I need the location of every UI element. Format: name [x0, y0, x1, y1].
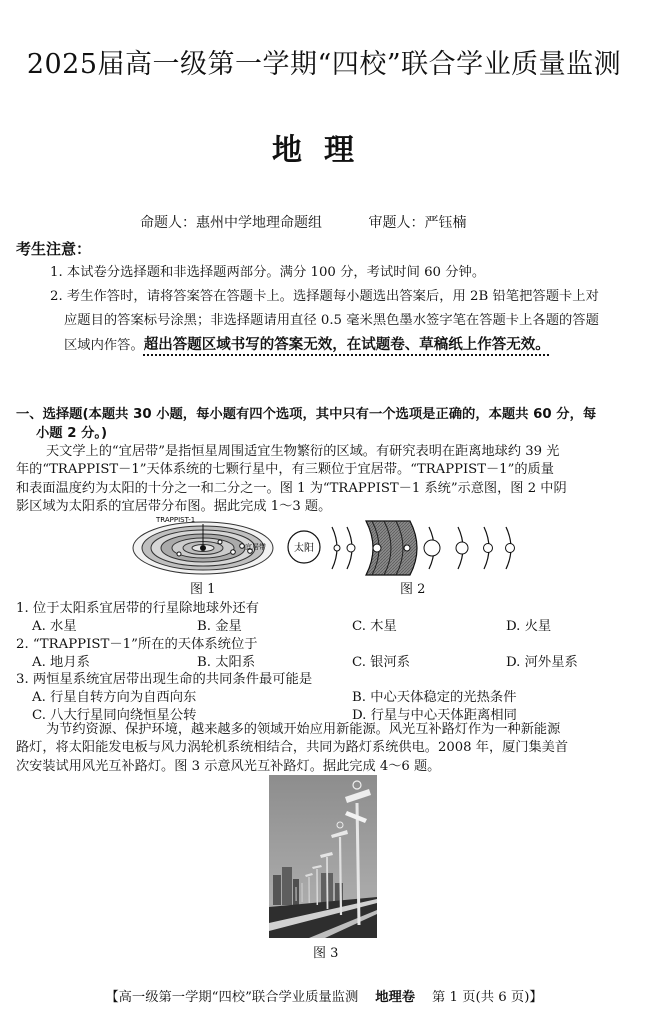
passage-1 [16, 443, 640, 516]
figure-2-caption: 图 2 [400, 582, 426, 597]
planet-icon [456, 542, 468, 554]
figure-2-sun-label: 太阳 [294, 543, 314, 554]
author: 命题人：惠州中学地理命题组 [140, 215, 322, 231]
question-3-option-d: D. 行星与中心天体距离相同 [352, 708, 517, 723]
question-1-option-d: D. 火星 [506, 619, 552, 634]
planet-icon [177, 552, 181, 556]
planet-icon [424, 540, 440, 556]
page-footer [0, 986, 648, 1005]
exam-title: 2025届高一级第一学期“四校”联合学业质量监测 [26, 49, 622, 80]
figure-2-diagram [284, 519, 524, 577]
notice-item-2-line-3 [64, 333, 550, 358]
planet-icon [484, 544, 493, 553]
question-1-option-a: A. 水星 [32, 619, 77, 634]
reviewer: 审题人：严钰楠 [368, 215, 467, 231]
passage-2 [16, 721, 640, 776]
planet-icon [347, 544, 355, 552]
notice-item-1: 1. 本试卷分选择题和非选择题两部分。满分 100 分，考试时间 60 分钟。 [50, 265, 486, 280]
question-1-stem: 1. 位于太阳系宜居带的行星除地球外还有 [16, 601, 259, 616]
passage-1-line-4: 影区域为太阳系的宜居带分布图。据此完成 1～3 题。 [16, 498, 332, 514]
planet-icon [506, 544, 515, 553]
authors-line [140, 212, 466, 232]
notice-item-2-text: 区域内作答。 [64, 338, 144, 353]
passage-2-line-1: 为节约资源、保护环境，越来越多的领域开始应用新能源。风光互补路灯作为一种新能源 [46, 722, 561, 737]
planet-icon [334, 545, 340, 551]
question-2-option-b: B. 太阳系 [197, 655, 256, 670]
notice-item-2-line-2: 应题目的答案标号涂黑；非选择题请用直径 0.5 毫米黑色墨水签字笔在答题卡上各题的答题 [64, 313, 599, 328]
question-3-option-b: B. 中心天体稳定的光热条件 [352, 690, 517, 705]
planet-icon [218, 540, 222, 544]
figure-1-star-label: TRAPPIST-1 [156, 516, 196, 524]
question-2-option-a: A. 地月系 [32, 655, 90, 670]
footer-left: 【高一级第一学期“四校”联合学业质量监测 [105, 990, 359, 1005]
planet-icon [373, 544, 381, 552]
notice-item-2-line-1: 2. 考生作答时，请将答案答在答题卡上。选择题每小题选出答案后，用 2B 铅笔把答题卡上对 [50, 289, 599, 304]
footer-subject: 地理卷 [375, 990, 416, 1005]
planet-icon [240, 544, 245, 549]
notice-heading: 考生注意： [16, 240, 92, 258]
question-1-option-c: C. 木星 [352, 619, 397, 634]
figure-1-zone-label: 宜居带 [245, 543, 266, 551]
passage-1-line-1: 天文学上的“宜居带”是指恒星周围适宜生物繁衍的区域。有研究表明在距离地球约 39 光 [46, 444, 560, 459]
section-heading-line-2: 小题 2 分。) [36, 426, 108, 441]
passage-2-line-2: 路灯，将太阳能发电板与风力涡轮机系统相结合，共同为路灯系统供电。2008 年，厦门集美首 [16, 740, 569, 756]
figure-3-caption: 图 3 [313, 946, 339, 961]
passage-2-line-3: 次安装试用风光互补路灯。图 3 示意风光互补路灯。据此完成 4～6 题。 [16, 758, 441, 774]
section-heading-line-1: 一、选择题(本题共 30 小题，每小题有四个选项，其中只有一个选项是正确的，本题共 60 分，每 [16, 407, 597, 422]
figure-3-photo [269, 775, 377, 938]
footer-page: 第 1 页(共 6 页)】 [432, 990, 543, 1005]
question-2-stem: 2. “TRAPPIST－1”所在的天体系统位于 [16, 637, 258, 652]
question-3-stem: 3. 两恒星系统宜居带出现生命的共同条件最可能是 [16, 672, 313, 687]
subject-title: 地理 [272, 133, 376, 168]
planet-icon [404, 545, 410, 551]
figure-1-diagram [130, 512, 280, 578]
question-3-option-c: C. 八大行星同向绕恒星公转 [32, 708, 197, 723]
section-heading [16, 405, 640, 443]
figure-1-caption: 图 1 [190, 582, 216, 597]
notice-emphasis: 超出答题区域书写的答案无效，在试题卷、草稿纸上作答无效。 [143, 337, 550, 353]
passage-1-line-3: 和表面温度约为太阳的十分之一和二分之一。图 1 为“TRAPPIST－1 系统”示意图，图 2 中阴 [16, 480, 567, 496]
question-3-option-a: A. 行星自转方向为自西向东 [32, 690, 197, 705]
passage-1-line-2: 年的“TRAPPIST－1”天体系统的七颗行星中，有三颗位于宜居带。“TRAPPIST－1”的质量 [16, 462, 554, 478]
question-2-option-d: D. 河外星系 [506, 655, 578, 670]
question-1-option-b: B. 金星 [197, 619, 242, 634]
question-2-option-c: C. 银河系 [352, 655, 411, 670]
planet-icon [231, 550, 236, 555]
star-icon [200, 545, 206, 551]
